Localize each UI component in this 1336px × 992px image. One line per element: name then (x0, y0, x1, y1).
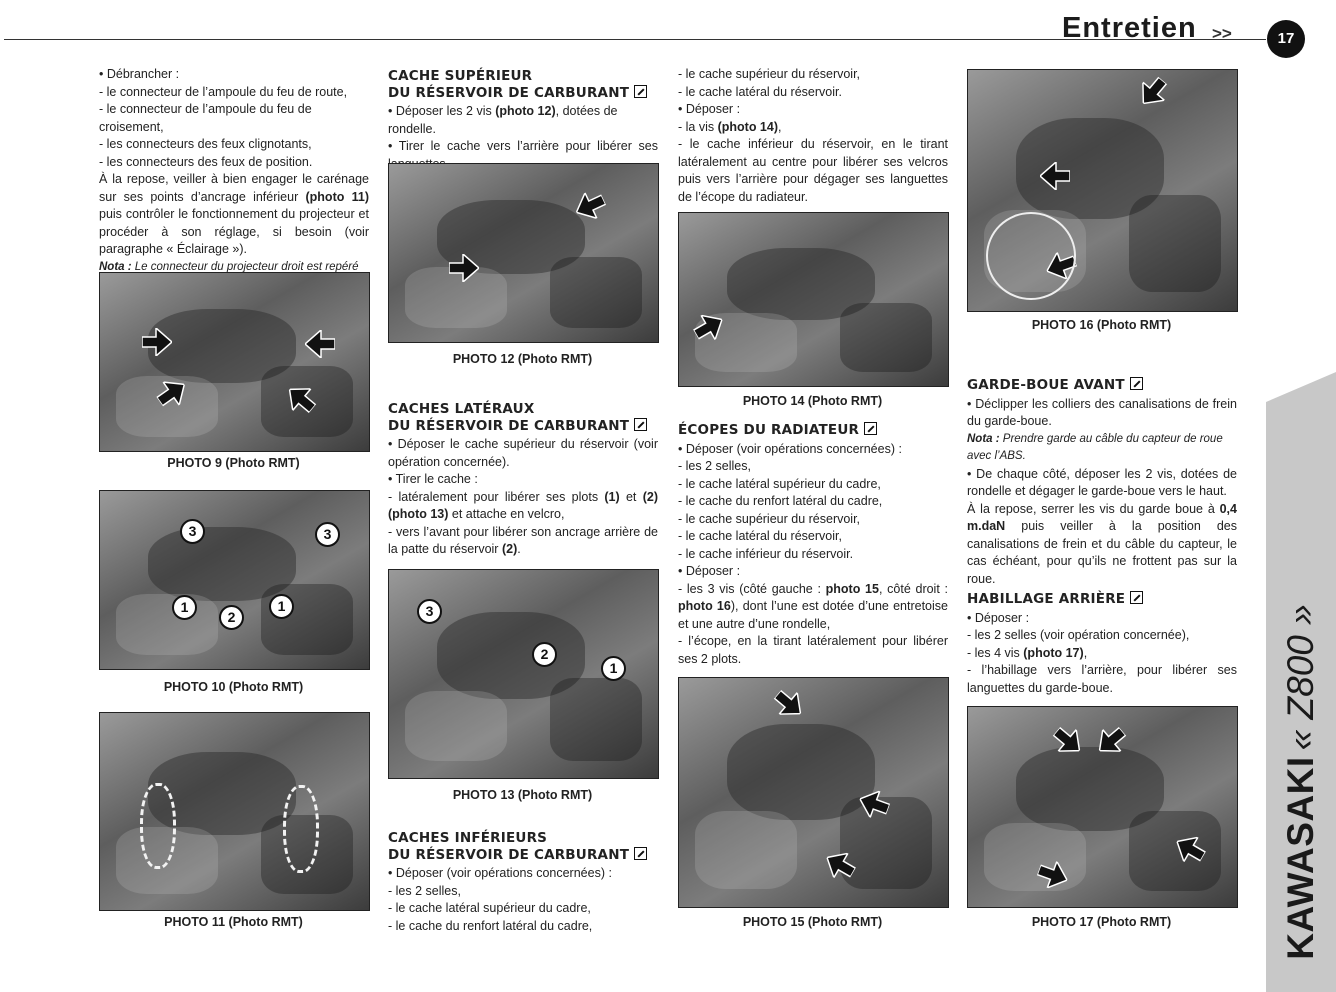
photo-9-caption: PHOTO 9 (Photo RMT) (167, 456, 300, 470)
paragraph: • Déposer les 2 vis (photo 12), dotées de rondelle. (388, 104, 618, 136)
arrow-icon (305, 330, 335, 358)
heading: DU RÉSERVOIR DE CARBURANT (388, 85, 658, 102)
paragraph: - les 4 vis (photo 17), (967, 645, 1088, 660)
photo-14-caption: PHOTO 14 (Photo RMT) (742, 394, 883, 408)
photo-9 (99, 272, 370, 452)
paragraph: - les 2 selles, (678, 459, 751, 473)
heading: ÉCOPES DU RADIATEUR (678, 422, 948, 439)
photo-17-caption: PHOTO 17 (Photo RMT) (1031, 915, 1172, 929)
paragraph: • Déposer : (678, 564, 741, 578)
paragraph: • Déposer (voir opérations concernées) : (388, 866, 612, 880)
photo-12 (388, 163, 659, 343)
paragraph: - le cache supérieur du réservoir, (678, 67, 861, 81)
marker-2: 2 (532, 642, 557, 667)
column-2-block-1 (388, 69, 658, 173)
arrow-icon (769, 684, 810, 725)
dashed-circle (140, 783, 176, 869)
paragraph: • Déposer (voir opérations concernées) : (678, 441, 902, 456)
paragraph: - les connecteurs des feux clignotants, (99, 137, 312, 151)
heading: DU RÉSERVOIR DE CARBURANT (388, 847, 658, 864)
paragraph: - le cache supérieur du réservoir, (678, 511, 861, 526)
paragraph: • Débrancher : (99, 67, 180, 81)
paragraph: - le cache du renfort latéral du cadre, (388, 918, 593, 933)
wrench-icon (1130, 377, 1143, 390)
arrow-icon (449, 254, 479, 282)
heading: GARDE-BOUE AVANT (967, 377, 1237, 394)
column-2-block-3 (388, 831, 658, 935)
dashed-circle (283, 785, 319, 873)
column-3-block-2 (678, 422, 948, 668)
wrench-icon (864, 422, 877, 435)
photo-15 (678, 677, 949, 908)
section-title: Entretien (1062, 12, 1197, 44)
photo-10 (99, 490, 370, 670)
photo-13 (388, 569, 659, 779)
photo-13-caption: PHOTO 13 (Photo RMT) (452, 788, 593, 802)
paragraph: - le connecteur de l’ampoule du feu de croisement, (99, 102, 312, 134)
column-1-text (99, 66, 369, 294)
marker-3: 3 (417, 599, 442, 624)
column-3-block-1 (678, 66, 948, 206)
paragraph: - latéralement pour libérer ses plots (1) et (2) (photo 13) et attache en velcro, (388, 489, 658, 521)
paragraph: • Déposer : (967, 610, 1030, 625)
wrench-icon (634, 418, 647, 431)
paragraph: - le cache latéral supérieur du cadre, (388, 901, 591, 915)
paragraph: - le cache inférieur du réservoir. (678, 546, 854, 561)
wrench-icon (1130, 591, 1143, 604)
side-brand: KAWASAKI (1280, 756, 1321, 960)
photo-10-caption: PHOTO 10 (Photo RMT) (163, 680, 304, 694)
section-arrows: >> (1212, 24, 1232, 43)
paragraph: - le connecteur de l’ampoule du feu de route, (99, 84, 348, 99)
paragraph: • Déclipper les colliers des canalisations de frein du garde-boue. (967, 396, 1237, 428)
photo-15-caption: PHOTO 15 (Photo RMT) (742, 915, 883, 929)
wrench-icon (634, 85, 647, 98)
marker-1: 1 (601, 656, 626, 681)
side-model: « Z800 » (1280, 604, 1321, 751)
paragraph: • Déposer : (678, 102, 741, 116)
photo-16-caption: PHOTO 16 (Photo RMT) (1031, 318, 1172, 332)
paragraph: - le cache inférieur du réservoir, en le tirant latéralement au centre pour libérer ses velcros puis vers l’arrière pour dégager ses languettes de l’écope du radiateur. (678, 137, 948, 204)
highlight-circle (986, 212, 1076, 300)
arrow-icon (1040, 162, 1070, 190)
paragraph: À la repose, serrer les vis du garde boue à 0,4 m.daN puis veiller à la position des canalisations de frein et du câble du capteur, le cas échéant, pour qu’ils ne frottent pas sur la roue. (967, 501, 1237, 586)
paragraph: - le cache du renfort latéral du cadre, (678, 494, 883, 508)
page-number-badge: 17 (1267, 20, 1305, 58)
column-4-block-1 (967, 377, 1237, 588)
side-tab-label (1280, 604, 1322, 959)
note: Nota : Prendre garde au câble du capteur de roue avec l’ABS. (967, 432, 1223, 462)
paragraph: • Tirer le cache vers l’arrière pour libérer ses (388, 139, 658, 153)
paragraph: - les connecteurs des feux de position. (99, 154, 313, 169)
marker-3: 3 (315, 522, 340, 547)
column-2-block-2 (388, 402, 658, 559)
heading: CACHES INFÉRIEURS (388, 830, 548, 846)
paragraph: - l’écope, en la tirant latéralement pour libérer ses 2 plots. (678, 634, 948, 666)
note: Nota : Le connecteur du projecteur droit est repéré (99, 260, 359, 273)
paragraph: - le cache latéral supérieur du cadre, (678, 476, 881, 491)
paragraph: - le cache latéral du réservoir, (678, 529, 842, 543)
photo-16 (967, 69, 1238, 312)
paragraph: - les 2 selles (voir opération concernée), (967, 628, 1190, 642)
photo-14 (678, 212, 949, 387)
marker-3: 3 (180, 519, 205, 544)
paragraph: • De chaque côté, déposer les 2 vis, dotées de rondelle et dégager le garde-boue vers le haut. (967, 466, 1237, 498)
arrow-icon (1133, 72, 1174, 113)
wrench-icon (634, 847, 647, 860)
photo-17 (967, 706, 1238, 908)
marker-1: 1 (269, 594, 294, 619)
paragraph: - la vis (photo 14), (678, 119, 782, 134)
paragraph: - l’habillage vers l’arrière, pour libérer ses languettes du garde-boue. (967, 663, 1237, 695)
photo-11 (99, 712, 370, 911)
heading: CACHES LATÉRAUX (388, 401, 535, 417)
paragraph: - les 3 vis (côté gauche : photo 15, côté droit : photo 16), dont l’une est dotée d’une entretoise et une autre d’une rondelle, (678, 581, 948, 631)
arrow-icon (142, 328, 172, 356)
heading: DU RÉSERVOIR DE CARBURANT (388, 418, 658, 435)
heading: HABILLAGE ARRIÈRE (967, 591, 1237, 608)
paragraph: • Déposer le cache supérieur du réservoir (voir opération concernée). (388, 437, 658, 469)
heading: CACHE SUPÉRIEUR (388, 68, 533, 84)
paragraph: - le cache latéral du réservoir. (678, 84, 842, 99)
marker-1: 1 (172, 595, 197, 620)
column-4-block-2 (967, 591, 1237, 697)
photo-11-caption: PHOTO 11 (Photo RMT) (164, 915, 303, 929)
paragraph: • Tirer le cache : (388, 472, 478, 486)
paragraph: - vers l’avant pour libérer son ancrage arrière de la patte du réservoir (2). (388, 524, 658, 556)
paragraph: - les 2 selles, (388, 883, 461, 898)
photo-12-caption: PHOTO 12 (Photo RMT) (452, 352, 593, 366)
paragraph: À la repose, veiller à bien engager le carénage sur ses points d’ancrage inférieur (photo 11) puis contrôler le fonctionnement du projecteur et procéder à son réglage, si besoin (voir paragraphe « Éclairage »). (99, 172, 369, 256)
marker-2: 2 (219, 605, 244, 630)
